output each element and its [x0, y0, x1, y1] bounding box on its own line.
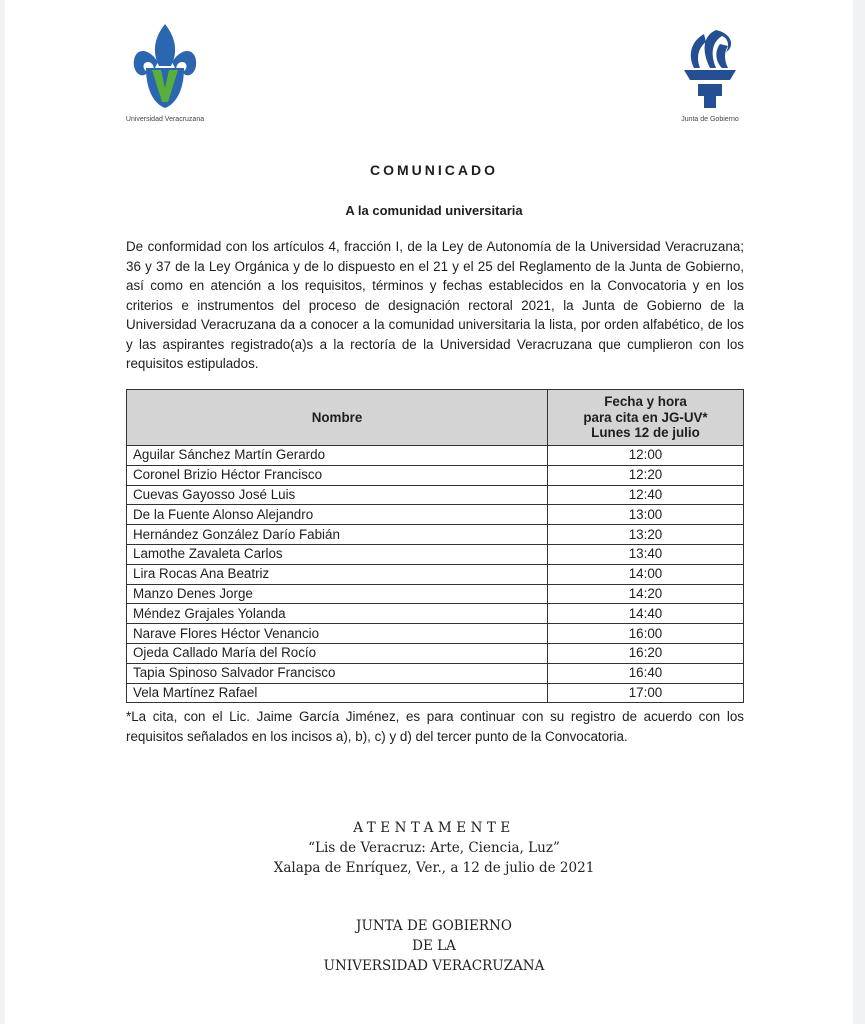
applicants-table — [126, 389, 744, 703]
header-name: Nombre — [127, 390, 548, 446]
appointment-time: 16:40 — [548, 663, 744, 683]
appointment-time: 14:40 — [548, 604, 744, 624]
header-appointment — [548, 390, 744, 446]
table-row — [127, 564, 744, 584]
junta-logo-caption: Junta de Gobierno — [681, 116, 739, 123]
table-row — [127, 446, 744, 466]
closing-motto: “Lis de Veracruz: Arte, Ciencia, Luz” — [308, 840, 560, 856]
applicant-name: Hernández González Darío Fabián — [127, 525, 548, 545]
appointment-time: 14:00 — [548, 564, 744, 584]
table-row — [127, 683, 744, 703]
appointment-time: 12:20 — [548, 465, 744, 485]
appointment-time: 14:20 — [548, 584, 744, 604]
fleur-de-lis-icon — [132, 22, 198, 110]
appointment-time: 17:00 — [548, 683, 744, 703]
table-body — [127, 446, 744, 703]
torch-icon — [682, 28, 738, 110]
applicant-name: Manzo Denes Jorge — [127, 584, 548, 604]
applicant-name: Tapia Spinoso Salvador Francisco — [127, 663, 548, 683]
page-subtitle: A la comunidad universitaria — [345, 203, 523, 218]
applicant-name: Vela Martínez Rafael — [127, 683, 548, 703]
appointment-time: 12:00 — [548, 446, 744, 466]
header-appointment-line3: Lunes 12 de julio — [591, 425, 700, 441]
table-row — [127, 624, 744, 644]
intro-paragraph: De conformidad con los artículos 4, fracción I, de la Ley de Autonomía de la Universidad Veracruzana; 36 y 37 de la Ley Orgánica y de lo dispuesto en el 21 y el 25 del Reglamento de la Junta de Gobierno, así como en atención a los requisitos, términos y fechas establecidos en la Convocatoria y en los criterios e instrumentos del proceso de designación rectoral 2021, la Junta de Gobierno de la Universidad Veracruzana da a conocer a la comunidad universitaria la lista, por orden alfabético, de los y las aspirantes registrado(a)s a la rectoría de la Universidad Veracruzana que cumplieron con los requisitos estipulados. — [126, 239, 744, 371]
appointment-time: 12:40 — [548, 485, 744, 505]
table-row — [127, 643, 744, 663]
appointment-time: 13:00 — [548, 505, 744, 525]
applicant-name: Cuevas Gayosso José Luis — [127, 485, 548, 505]
appointment-time: 16:20 — [548, 643, 744, 663]
applicant-name: Lamothe Zavaleta Carlos — [127, 544, 548, 564]
uv-logo-caption: Universidad Veracruzana — [125, 116, 205, 123]
table-row — [127, 663, 744, 683]
header-appointment-line2: para cita en JG-UV* — [583, 409, 708, 425]
table-row — [127, 584, 744, 604]
signature-line-3: UNIVERSIDAD VERACRUZANA — [323, 958, 545, 974]
table-row — [127, 505, 744, 525]
page-title: COMUNICADO — [370, 162, 498, 178]
table-row — [127, 465, 744, 485]
closing-place-date: Xalapa de Enríquez, Ver., a 12 de julio de 2021 — [273, 860, 595, 876]
applicant-name: Aguilar Sánchez Martín Gerardo — [127, 446, 548, 466]
applicant-name: Lira Rocas Ana Beatriz — [127, 564, 548, 584]
appointment-time: 13:20 — [548, 525, 744, 545]
document-page — [5, 0, 853, 1024]
table-row — [127, 525, 744, 545]
signature-line-1: JUNTA DE GOBIERNO — [356, 918, 512, 934]
applicant-name: Méndez Grajales Yolanda — [127, 604, 548, 624]
applicant-name: Ojeda Callado María del Rocío — [127, 643, 548, 663]
table-row — [127, 544, 744, 564]
junta-logo — [670, 28, 750, 123]
closing-salutation: ATENTAMENTE — [353, 820, 515, 836]
appointment-time: 13:40 — [548, 544, 744, 564]
header-appointment-line1: Fecha y hora — [604, 394, 687, 410]
applicant-name: De la Fuente Alonso Alejandro — [127, 505, 548, 525]
applicant-name: Coronel Brizio Héctor Francisco — [127, 465, 548, 485]
table-row — [127, 485, 744, 505]
signature-line-2: DE LA — [412, 938, 456, 954]
appointment-time: 16:00 — [548, 624, 744, 644]
footnote: *La cita, con el Lic. Jaime García Jiménez, es para continuar con su registro de acuerdo con los requisitos señalados en los incisos a), b), c) y d) del tercer punto de la Convocatoria. — [126, 709, 744, 744]
table-row — [127, 604, 744, 624]
uv-logo — [115, 22, 215, 123]
table-header-row — [127, 390, 744, 446]
applicant-name: Narave Flores Héctor Venancio — [127, 624, 548, 644]
